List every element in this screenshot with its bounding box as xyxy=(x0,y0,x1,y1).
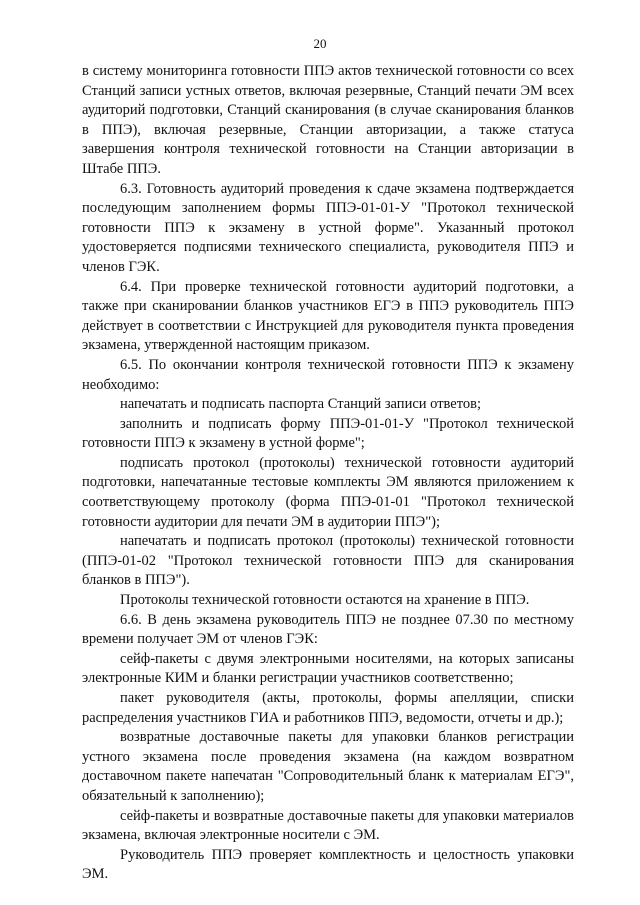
paragraph-6-3: 6.3. Готовность аудиторий проведения к сдаче экзамена подтверждается последующим заполнением формы ППЭ-01-01-У "Протокол технической готовности ППЭ к экзамену в устной форме". Указанный протокол удостоверяется подписями технического специалиста, руководителя ППЭ и членов ГЭК. xyxy=(82,180,574,275)
paragraph-6-4: 6.4. При проверке технической готовности аудиторий подготовки, а также при сканировании бланков участников ЕГЭ в ППЭ руководитель ППЭ действует в соответствии с Инструкцией для руководителя пункта проведения экзамена, утвержденной настоящим приказом. xyxy=(82,278,574,354)
paragraph-check-completeness: Руководитель ППЭ проверяет комплектность и целостность упаковки ЭМ. xyxy=(82,846,574,883)
paragraph-6-6: 6.6. В день экзамена руководитель ППЭ не позднее 07.30 по местному времени получает ЭМ от членов ГЭК: xyxy=(82,611,574,648)
list-item-safe-return-packages: сейф-пакеты и возвратные доставочные пакеты для упаковки материалов экзамена, включая электронные носители с ЭМ. xyxy=(82,807,574,844)
list-item-sign-protocols: подписать протокол (протоколы) технической готовности аудиторий подготовки, напечатанные тестовые комплекты ЭМ являются приложением к соответствующему протоколу (форма ППЭ-01-01 "Протокол технической готовности аудитории для печати ЭМ в аудитории ППЭ"); xyxy=(82,454,574,530)
paragraph-6-5: 6.5. По окончании контроля технической готовности ППЭ к экзамену необходимо: xyxy=(82,356,574,393)
list-item-fill-form: заполнить и подписать форму ППЭ-01-01-У "Протокол технической готовности ППЭ к экзамену в устной форме"; xyxy=(82,415,574,452)
list-item-print-protocols: напечатать и подписать протокол (протоколы) технической готовности (ППЭ-01-02 "Протокол технической готовности ППЭ для сканирования бланков в ППЭ"). xyxy=(82,533,574,589)
list-item-safe-packages: сейф-пакеты с двумя электронными носителями, на которых записаны электронные КИМ и бланки регистрации участников соответственно; xyxy=(82,650,574,687)
list-item-manager-package: пакет руководителя (акты, протоколы, формы апелляции, списки распределения участников ГИА и работников ППЭ, ведомости, отчеты и др.); xyxy=(82,690,574,726)
paragraph-continuation-monitoring: в систему мониторинга готовности ППЭ актов технической готовности со всех Станций записи устных ответов, включая резервные, Станций печати ЭМ всех аудиторий подготовки, Станций сканирования (в случае сканирования бланков в ППЭ), включая резервные, Станции авторизации, а также статуса завершения контроля технической готовности на Станции авторизации в Штабе ППЭ. xyxy=(82,63,574,177)
list-item-print-passports: напечатать и подписать паспорта Станций записи ответов; xyxy=(120,396,482,413)
paragraph-protocols-storage: Протоколы технической готовности остаются на хранение в ППЭ. xyxy=(120,592,530,609)
list-item-return-packages: возвратные доставочные пакеты для упаковки бланков регистрации устного экзамена после проведения экзамена (на каждом возвратном доставочном пакете напечатан "Сопроводительный бланк к материалам ЕГЭ", обязательный к заполнению); xyxy=(82,729,574,804)
page-number: 20 xyxy=(313,36,327,51)
document-body xyxy=(82,62,574,885)
